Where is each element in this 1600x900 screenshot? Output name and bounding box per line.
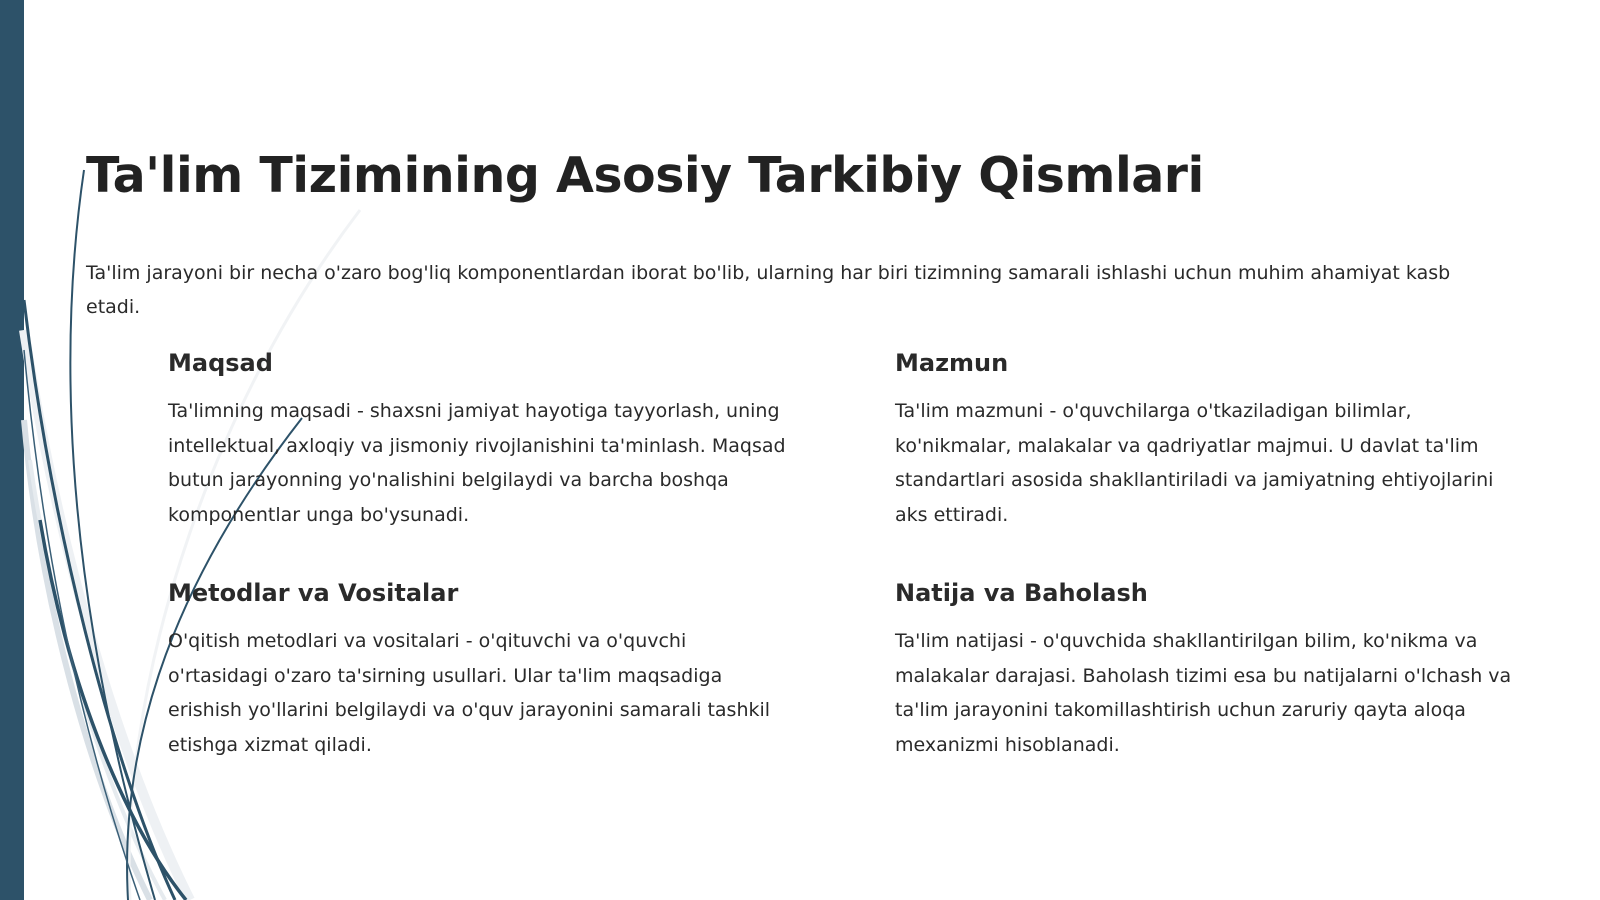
slide-title: Ta'lim Tizimining Asosiy Tarkibiy Qismlari <box>86 147 1204 204</box>
section-body: Ta'lim natijasi - o'quvchida shakllantirilgan bilim, ko'nikma va malakalar darajasi. Baholash tizimi esa bu natijalarni o'lchash va ta'lim jarayonini takomillashtirish uchun zaruriy qayta aloqa mexanizmi hisoblanadi. <box>895 630 1512 756</box>
section-metodlar <box>168 576 788 762</box>
accent-bar <box>0 0 24 900</box>
section-heading: Metodlar va Vositalar <box>168 579 459 607</box>
intro-paragraph: Ta'lim jarayoni bir necha o'zaro bog'liq komponentlardan iborat bo'lib, ularning har biri tizimning samarali ishlashi uchun muhim ahamiyat kasb etadi. <box>86 262 1451 318</box>
section-heading: Natija va Baholash <box>895 579 1148 607</box>
section-body: Ta'lim mazmuni - o'quvchilarga o'tkaziladigan bilimlar, ko'nikmalar, malakalar va qadriyatlar majmui. U davlat ta'lim standartlari asosida shakllantiriladi va jamiyatning ehtiyojlarini aks ettiradi. <box>895 400 1494 526</box>
section-body: Ta'limning maqsadi - shaxsni jamiyat hayotiga tayyorlash, uning intellektual, axloqiy va jismoniy rivojlanishini ta'minlash. Maqsad butun jarayonning yo'nalishini belgilaydi va barcha boshqa komponentlar unga bo'ysunadi. <box>168 400 786 526</box>
section-mazmun <box>895 346 1515 532</box>
section-heading: Maqsad <box>168 349 273 377</box>
section-heading: Mazmun <box>895 349 1009 377</box>
section-body: O'qitish metodlari va vositalari - o'qituvchi va o'quvchi o'rtasidagi o'zaro ta'sirning usullari. Ular ta'lim maqsadiga erishish yo'llarini belgilaydi va o'quv jarayonini samarali tashkil etishga xizmat qiladi. <box>168 630 771 756</box>
section-natija <box>895 576 1515 762</box>
section-maqsad <box>168 346 788 532</box>
